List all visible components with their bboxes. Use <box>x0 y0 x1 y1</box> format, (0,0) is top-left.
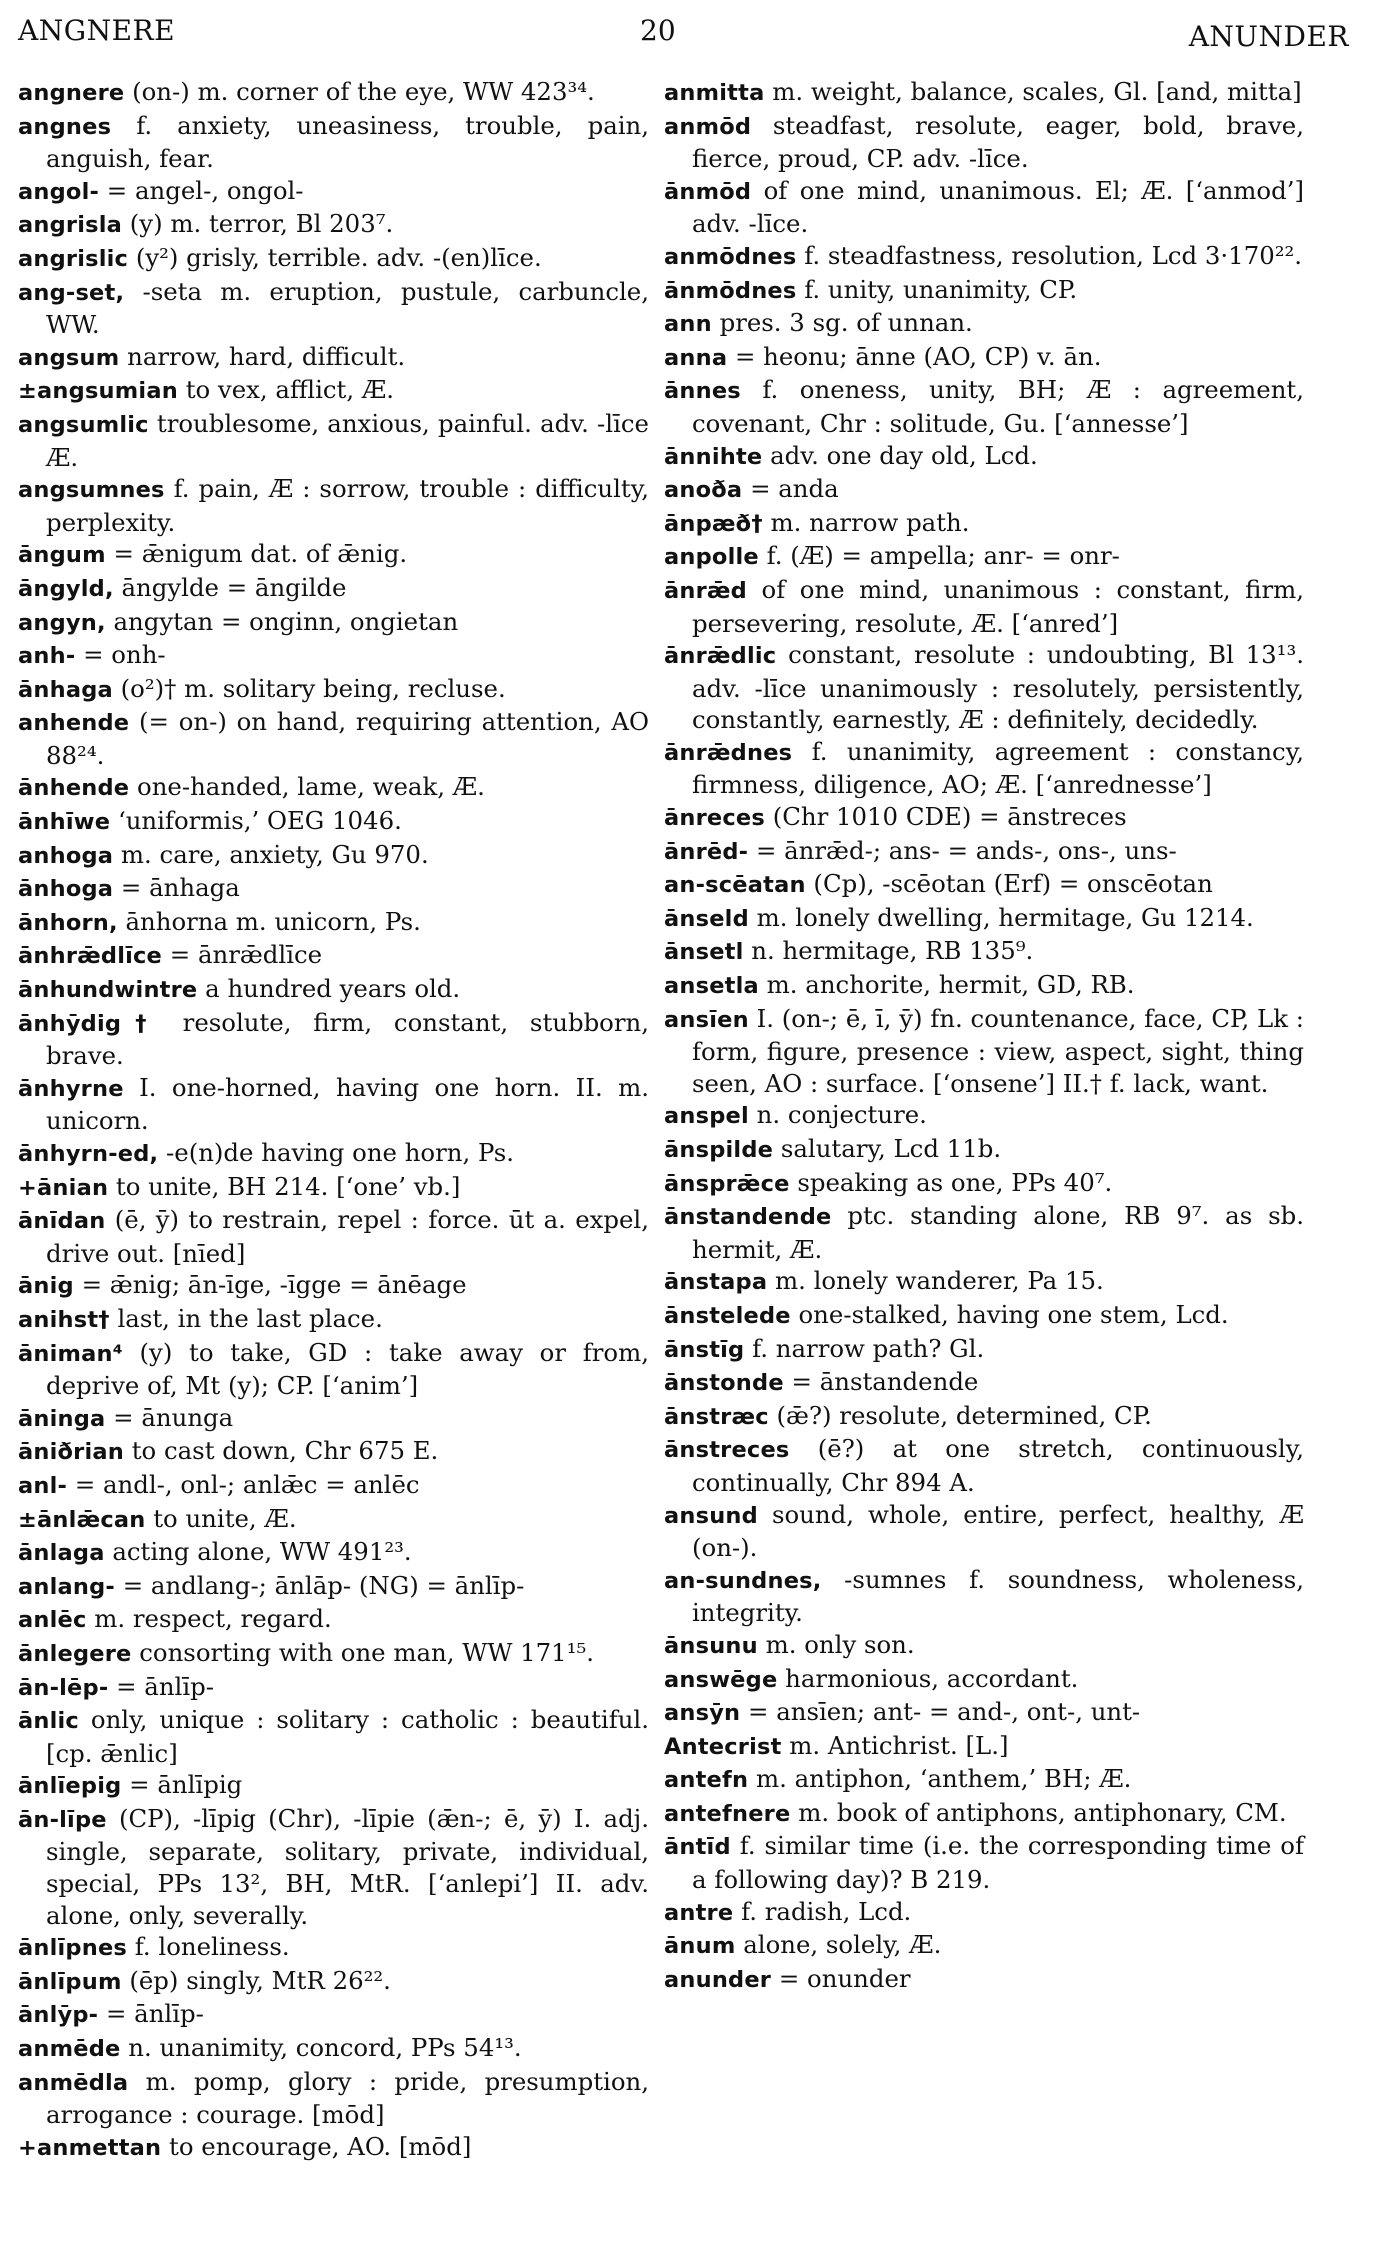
dictionary-entry <box>664 1564 1304 1629</box>
entry-headword: angsumlic <box>18 411 149 438</box>
entry-definition: (ē?) at one stretch, continuously, continually, Chr 894 A. <box>692 1434 1304 1497</box>
dictionary-entry <box>18 341 649 375</box>
entry-headword: ānhyrn-ed, <box>18 1141 159 1167</box>
dictionary-entry <box>664 507 1304 541</box>
entry-headword: ānhyrne <box>18 1075 124 1102</box>
entry-definition: = ānrǣd-; ans- = ands-, ons-, uns- <box>748 835 1177 865</box>
entry-definition: to cast down, Chr 675 E. <box>123 1436 439 1466</box>
entry-headword: ānrǣd <box>664 577 747 604</box>
entry-headword: ānreces <box>664 805 765 832</box>
dictionary-entry <box>18 1435 649 1469</box>
dictionary-entry <box>664 835 1304 869</box>
entry-headword: ān-lēp- <box>18 1674 109 1701</box>
entry-headword: ānsunu <box>664 1632 758 1659</box>
dictionary-entry <box>18 1171 649 1205</box>
dictionary-entry <box>664 1929 1304 1963</box>
entry-definition: f. radish, Lcd. <box>733 1896 912 1926</box>
entry-headword: ānlȳp- <box>18 2002 99 2029</box>
entry-headword: ānlic <box>18 1708 79 1735</box>
dictionary-entry <box>18 1931 649 1965</box>
dictionary-entry <box>18 1998 649 2032</box>
dictionary-entry <box>664 1366 1304 1400</box>
entry-headword: ānig <box>18 1273 74 1300</box>
dictionary-entry <box>664 1763 1304 1797</box>
dictionary-entry <box>664 969 1304 1003</box>
entry-headword: ānrǣdnes <box>664 739 793 766</box>
entry-definition: m. lonely wanderer, Pa 15. <box>767 1266 1104 1296</box>
dictionary-entry <box>664 1663 1304 1697</box>
dictionary-entry <box>18 1704 649 1769</box>
entry-headword: ānnes <box>664 378 741 405</box>
dictionary-entry <box>18 805 649 839</box>
dictionary-entry <box>18 839 649 873</box>
running-head-left: ANGNERE <box>18 14 176 47</box>
entry-headword: ānstīg <box>664 1336 745 1363</box>
entry-headword: āngyld, <box>18 575 114 602</box>
entry-definition: = andlang-; ānlāp- (NG) = ānlīp- <box>114 1570 525 1600</box>
entry-headword: ansīen <box>664 1006 749 1033</box>
entry-headword: anoða <box>664 477 743 504</box>
entry-definition: f. steadfastness, resolution, Lcd 3·170²². <box>796 240 1303 270</box>
entry-definition: m. antiphon, ‘anthem,’ BH; Æ. <box>748 1764 1132 1794</box>
entry-headword: anspel <box>664 1103 749 1130</box>
entry-definition: = ānstandende <box>783 1367 979 1397</box>
entry-definition: m. care, anxiety, Gu 970. <box>113 839 429 869</box>
dictionary-entry <box>18 673 649 707</box>
dictionary-entry <box>18 1204 649 1269</box>
entry-definition: (y) to take, GD : take away or from, deprive of, Mt (y); CP. [‘anim’] <box>46 1337 649 1401</box>
entry-definition: f. loneliness. <box>127 1932 290 1962</box>
entry-headword: anunder <box>664 1966 772 1993</box>
entry-headword: ānlegere <box>18 1640 132 1667</box>
entry-headword: āniman⁴ <box>18 1340 123 1367</box>
entry-headword: anh- <box>18 643 76 670</box>
dictionary-entry <box>664 902 1304 936</box>
entry-headword: ānlīepig <box>18 1773 122 1800</box>
entry-definition: m. narrow path. <box>762 507 970 537</box>
entry-headword: āniðrian <box>18 1439 124 1466</box>
entry-definition: (on-) m. corner of the eye, WW 423³⁴. <box>124 77 595 106</box>
dictionary-entry <box>664 639 1304 736</box>
entry-definition: m. only son. <box>757 1629 915 1659</box>
entry-headword: anmitta <box>664 80 765 106</box>
dictionary-entry <box>18 1965 649 1999</box>
entry-definition: f. anxiety, uneasiness, trouble, pain, anguish, fear. <box>46 110 649 174</box>
dictionary-entry <box>18 771 649 805</box>
entry-headword: ansȳn <box>664 1700 741 1727</box>
entry-headword: ān-līpe <box>18 1806 107 1833</box>
dictionary-entry <box>18 276 649 341</box>
entry-definition: steadfast, resolute, eager, bold, brave, fierce, proud, CP. adv. -līce. <box>692 110 1304 174</box>
entry-headword: ānhoga <box>18 876 114 903</box>
dictionary-entry <box>18 2131 649 2165</box>
dictionary-entry <box>18 538 649 572</box>
dictionary-entry <box>18 1769 649 1803</box>
page-header <box>18 14 1349 54</box>
dictionary-entry <box>18 2066 649 2131</box>
dictionary-entry <box>664 307 1304 341</box>
entry-headword: ānum <box>664 1933 736 1960</box>
entry-definition: (Cp), -scēotan (Erf) = onscēotan <box>805 869 1213 899</box>
entry-definition: = ānlīpig <box>121 1770 243 1800</box>
dictionary-entry <box>664 1167 1304 1201</box>
dictionary-entry <box>664 935 1304 969</box>
entry-definition: = ansīen; ant- = and-, ont-, unt- <box>740 1697 1141 1727</box>
dictionary-entry <box>664 110 1304 175</box>
dictionary-entry <box>664 1400 1304 1434</box>
dictionary-entry <box>664 1200 1304 1265</box>
entry-definition: a hundred years old. <box>197 974 461 1004</box>
dictionary-entry <box>18 408 649 473</box>
dictionary-entry <box>664 1099 1304 1133</box>
entry-definition: only, unique : solitary : catholic : beautiful. [cp. ǣnlic] <box>46 1705 649 1768</box>
entry-definition: last, in the last place. <box>109 1303 383 1333</box>
entry-definition: to unite, Æ. <box>145 1503 297 1533</box>
dictionary-entry <box>664 1830 1304 1895</box>
entry-headword: ānhaga <box>18 676 113 703</box>
dictionary-entry <box>18 872 649 906</box>
entry-definition: m. weight, balance, scales, Gl. [and, mitta] <box>764 77 1302 106</box>
dictionary-entry <box>664 341 1304 375</box>
entry-definition: m. Antichrist. [L.] <box>781 1730 1009 1760</box>
entry-headword: +ānian <box>18 1174 109 1201</box>
dictionary-entry <box>18 1007 649 1072</box>
entry-headword: ānrēd- <box>664 838 749 865</box>
dictionary-entry <box>664 1003 1304 1100</box>
entry-definition: f. pain, Æ : sorrow, trouble : difficulty, perplexity. <box>46 474 649 537</box>
entry-definition: = ǣnigum dat. of ǣnig. <box>105 539 408 569</box>
entry-headword: ānhundwintre <box>18 977 198 1004</box>
entry-definition: = angel-, ongol- <box>99 175 304 205</box>
dictionary-entry <box>664 1265 1304 1299</box>
entry-definition: f. similar time (i.e. the corresponding time of a following day)? B 219. <box>692 1831 1304 1895</box>
entry-definition: constant, resolute : undoubting, Bl 13¹³. adv. -līce unanimously : resolutely, persistently, constantly, earnestly, Æ : definitely, decidedly. <box>692 640 1304 735</box>
dictionary-entry <box>664 1299 1304 1333</box>
entry-definition: n. hermitage, RB 135⁹. <box>743 936 1034 966</box>
dictionary-entry <box>18 1303 649 1337</box>
entry-definition: I. one-horned, having one horn. II. m. unicorn. <box>46 1072 649 1136</box>
dictionary-entry <box>18 906 649 940</box>
entry-definition: salutary, Lcd 11b. <box>773 1134 1002 1163</box>
dictionary-entry <box>664 1730 1304 1764</box>
entry-definition: = ānunga <box>105 1402 234 1432</box>
entry-headword: anihst† <box>18 1306 110 1333</box>
dictionary-entry <box>664 1696 1304 1730</box>
entry-headword: ānpæð† <box>664 510 763 537</box>
entry-definition: (ēp) singly, MtR 26²². <box>121 1965 391 1995</box>
entry-headword: ānmōd <box>664 178 752 205</box>
dictionary-entry <box>18 1603 649 1637</box>
entry-definition: to vex, afflict, Æ. <box>177 375 395 405</box>
dictionary-entry <box>18 1337 649 1402</box>
entry-definition: = ānlīp- <box>108 1671 215 1701</box>
entry-headword: +anmettan <box>18 2134 162 2161</box>
entry-headword: antre <box>664 1899 734 1926</box>
dictionary-entry <box>664 801 1304 835</box>
dictionary-entry <box>18 76 649 110</box>
entry-headword: ānmōdnes <box>664 277 797 304</box>
entry-headword: āninga <box>18 1405 106 1432</box>
dictionary-entry <box>18 606 649 640</box>
entry-definition: āngylde = āngilde <box>113 572 347 602</box>
entry-headword: ānlaga <box>18 1540 105 1567</box>
entry-headword: ānhȳdig† <box>18 1010 161 1037</box>
entry-definition: m. anchorite, hermit, GD, RB. <box>758 970 1135 1000</box>
dictionary-entry <box>664 1963 1304 1997</box>
entry-definition: (y) m. terror, Bl 203⁷. <box>122 209 394 239</box>
entry-headword: ānnihte <box>664 443 763 470</box>
entry-definition: = heonu; ānne (AO, CP) v. ān. <box>727 341 1102 371</box>
entry-headword: anna <box>664 344 728 371</box>
right-column <box>664 76 1304 1996</box>
entry-definition: (Chr 1010 CDE) = ānstreces <box>764 802 1127 832</box>
dictionary-entry <box>18 639 649 673</box>
dictionary-entry <box>664 574 1304 639</box>
entry-definition: to unite, BH 214. [‘one’ vb.] <box>108 1171 461 1201</box>
entry-headword: anlēc <box>18 1607 87 1634</box>
entry-headword: antefnere <box>664 1800 791 1827</box>
left-column <box>18 76 649 2164</box>
entry-headword: ānstandende <box>664 1204 832 1231</box>
entry-headword: ang-set, <box>18 279 125 306</box>
dictionary-entry <box>18 572 649 606</box>
dictionary-entry <box>664 1433 1304 1498</box>
entry-definition: narrow, hard, difficult. <box>119 341 406 371</box>
entry-definition: alone, solely, Æ. <box>735 1930 942 1960</box>
entry-headword: angyn, <box>18 609 106 636</box>
dictionary-entry <box>18 1570 649 1604</box>
entry-headword: āngum <box>18 542 106 569</box>
entry-headword: ±ānlǣcan <box>18 1506 146 1533</box>
dictionary-entry <box>664 736 1304 801</box>
dictionary-entry <box>18 706 649 771</box>
entry-definition: ptc. standing alone, RB 9⁷. as sb. hermit, Æ. <box>692 1201 1304 1264</box>
entry-headword: anhoga <box>18 842 114 869</box>
dictionary-entry <box>664 540 1304 574</box>
entry-headword: anmēde <box>18 2036 121 2063</box>
dictionary-entry <box>18 1402 649 1436</box>
entry-headword: antefn <box>664 1767 749 1794</box>
entry-definition: m. pomp, glory : pride, presumption, arrogance : courage. [mōd] <box>46 2066 649 2130</box>
entry-headword: anmōd <box>664 113 752 140</box>
entry-definition: of one mind, unanimous : constant, firm, persevering, resolute, Æ. [‘anred’] <box>692 574 1304 638</box>
entry-headword: ann <box>664 311 712 338</box>
entry-definition: harmonious, accordant. <box>777 1663 1079 1693</box>
entry-headword: angnere <box>18 80 125 106</box>
running-head-right: ANUNDER <box>1188 20 1349 53</box>
entry-definition: pres. 3 sg. of unnan. <box>711 308 973 338</box>
dictionary-entry <box>18 208 649 242</box>
entry-headword: anhende <box>18 710 130 737</box>
entry-headword: ±angsumian <box>18 378 178 405</box>
entry-definition: resolute, firm, constant, stubborn, brave. <box>46 1007 649 1071</box>
entry-headword: answēge <box>664 1666 778 1693</box>
entry-definition: = ānrǣdlīce <box>162 940 323 970</box>
entry-definition: I. (on-; ē, ī, ȳ) fn. countenance, face, CP, Lk : form, figure, presence : view, aspect, sight, thing seen, AO : surface. [‘onsene’] II.† f. lack, want. <box>692 1003 1304 1098</box>
entry-definition: m. lonely dwelling, hermitage, Gu 1214. <box>748 902 1254 932</box>
dictionary-entry <box>18 374 649 408</box>
entry-definition: ānhorna m. unicorn, Ps. <box>117 906 421 936</box>
dictionary-entry <box>664 374 1304 439</box>
entry-definition: acting alone, WW 491²³. <box>104 1537 412 1567</box>
entry-headword: anmēdla <box>18 2069 129 2096</box>
dictionary-entry <box>18 175 649 209</box>
entry-headword: ānsetl <box>664 939 744 966</box>
entry-headword: angrislic <box>18 245 129 272</box>
entry-definition: troublesome, anxious, painful. adv. -līce Æ. <box>46 408 649 472</box>
entry-definition: -seta m. eruption, pustule, carbuncle, WW. <box>46 276 649 340</box>
dictionary-entry <box>18 1803 649 1931</box>
dictionary-entry <box>664 274 1304 308</box>
entry-headword: ānstreces <box>664 1437 790 1464</box>
entry-headword: ānrǣdlic <box>664 643 777 670</box>
entry-definition: f. narrow path? Gl. <box>744 1333 985 1363</box>
entry-definition: ‘uniformis,’ OEG 1046. <box>110 806 402 836</box>
entry-headword: angsumnes <box>18 477 165 504</box>
entry-definition: consorting with one man, WW 171¹⁵. <box>131 1637 595 1667</box>
entry-headword: āntīd <box>664 1834 731 1861</box>
dictionary-entry <box>664 868 1304 902</box>
entry-headword: ānlīpum <box>18 1968 122 1995</box>
entry-definition: angytan = onginn, ongietan <box>105 606 459 636</box>
dictionary-entry <box>18 939 649 973</box>
entry-headword: ānstræc <box>664 1403 769 1430</box>
entry-headword: angol- <box>18 178 100 205</box>
entry-definition: -sumnes f. soundness, wholeness, integrity. <box>692 1564 1304 1628</box>
entry-headword: Antecrist <box>664 1733 782 1760</box>
dictionary-entry <box>664 473 1304 507</box>
entry-definition: = onunder <box>771 1963 911 1993</box>
dictionary-entry <box>18 1137 649 1171</box>
entry-headword: ānhende <box>18 775 130 802</box>
dictionary-entry <box>18 973 649 1007</box>
dictionary-entry <box>18 2032 649 2066</box>
entry-definition: speaking as one, PPs 40⁷. <box>789 1167 1113 1197</box>
entry-headword: anl- <box>18 1472 68 1499</box>
entry-definition: one-handed, lame, weak, Æ. <box>129 772 485 802</box>
dictionary-entry <box>18 1269 649 1303</box>
entry-definition: to encourage, AO. [mōd] <box>161 2131 472 2161</box>
entry-definition: (ē, ȳ) to restrain, repel : force. ūt a. expel, drive out. [nīed] <box>46 1205 649 1268</box>
dictionary-entry <box>18 1671 649 1705</box>
dictionary-entry <box>18 1637 649 1671</box>
entry-headword: ānspilde <box>664 1137 774 1163</box>
entry-headword: anmōdnes <box>664 243 797 270</box>
entry-headword: ānīdan <box>18 1208 106 1235</box>
dictionary-entry <box>18 1072 649 1137</box>
entry-headword: ānhorn, <box>18 909 118 936</box>
entry-definition: m. book of antiphons, antiphonary, CM. <box>790 1797 1287 1827</box>
dictionary-entry <box>664 1333 1304 1367</box>
dictionary-entry <box>18 1536 649 1570</box>
entry-definition: (o²)† m. solitary being, recluse. <box>112 673 506 703</box>
entry-headword: an-sundnes, <box>664 1567 822 1594</box>
entry-definition: f. unanimity, agreement : constancy, firmness, diligence, AO; Æ. [‘anrednesse’] <box>692 736 1304 800</box>
entry-definition: = andl-, onl-; anlǣc = anlēc <box>67 1469 420 1499</box>
dictionary-entry <box>18 473 649 538</box>
entry-definition: -e(n)de having one horn, Ps. <box>158 1138 515 1167</box>
entry-definition: n. conjecture. <box>748 1100 927 1130</box>
dictionary-entry <box>664 1499 1304 1564</box>
dictionary-entry <box>664 1629 1304 1663</box>
page-number: 20 <box>640 14 676 47</box>
entry-definition: = onh- <box>75 640 166 670</box>
entry-headword: angnes <box>18 113 112 140</box>
entry-headword: ansetla <box>664 973 759 1000</box>
entry-definition: (= on-) on hand, requiring attention, AO 88²⁴. <box>46 707 649 770</box>
dictionary-entry <box>664 240 1304 274</box>
entry-headword: ānhīwe <box>18 809 111 836</box>
entry-headword: anpolle <box>664 544 759 571</box>
entry-headword: anlang- <box>18 1573 115 1600</box>
dictionary-entry <box>664 1133 1304 1167</box>
entry-definition: n. unanimity, concord, PPs 54¹³. <box>120 2033 522 2063</box>
entry-headword: ānseld <box>664 905 749 932</box>
dictionary-entry <box>664 1797 1304 1831</box>
entry-headword: ansund <box>664 1502 758 1529</box>
entry-definition: f. oneness, unity, BH; Æ : agreement, covenant, Chr : solitude, Gu. [‘annesse’] <box>692 375 1304 438</box>
dictionary-entry <box>18 1503 649 1537</box>
dictionary-entry <box>18 110 649 175</box>
entry-definition: (y²) grisly, terrible. adv. -(en)līce. <box>128 242 542 272</box>
entry-definition: = anda <box>742 474 839 504</box>
entry-definition: = ānlīp- <box>98 1999 204 2029</box>
entry-definition: (ǣ?) resolute, determined, CP. <box>768 1400 1152 1430</box>
entry-headword: ānstapa <box>664 1269 768 1296</box>
entry-definition: f. unity, unanimity, CP. <box>796 274 1078 304</box>
dictionary-entry <box>664 175 1304 240</box>
entry-definition: sound, whole, entire, perfect, healthy, Æ (on-). <box>692 1499 1304 1563</box>
entry-headword: ānsprǣce <box>664 1170 790 1197</box>
dictionary-entry <box>18 1469 649 1503</box>
dictionary-entry <box>664 1896 1304 1930</box>
dictionary-entry <box>18 242 649 276</box>
entry-headword: ānstelede <box>664 1302 791 1329</box>
entry-definition: = ānhaga <box>113 873 240 903</box>
entry-definition: adv. one day old, Lcd. <box>762 440 1038 470</box>
entry-definition: = ǣnig; ān-īge, -īgge = ānēage <box>73 1270 467 1300</box>
entry-headword: ānstonde <box>664 1370 784 1397</box>
entry-definition: f. (Æ) = ampella; anr- = onr- <box>758 541 1120 571</box>
dictionary-entry <box>664 76 1304 110</box>
entry-definition: m. respect, regard. <box>86 1604 332 1634</box>
entry-headword: an-scēatan <box>664 872 806 899</box>
entry-headword: ānhrǣdlīce <box>18 943 163 970</box>
entry-headword: ānlīpnes <box>18 1935 128 1962</box>
entry-headword: angrisla <box>18 212 123 239</box>
entry-headword: angsum <box>18 344 120 371</box>
dictionary-entry <box>664 440 1304 474</box>
entry-definition: (CP), -līpig (Chr), -līpie (ǣn-; ē, ȳ) I. adj. single, separate, solitary, private, individual, special, PPs 13², BH, MtR. [‘anlepi’] II. adv. alone, only, severally. <box>46 1803 649 1930</box>
entry-definition: one-stalked, having one stem, Lcd. <box>790 1299 1229 1329</box>
entry-definition: of one mind, unanimous. El; Æ. [‘anmod’] adv. -līce. <box>692 175 1304 239</box>
